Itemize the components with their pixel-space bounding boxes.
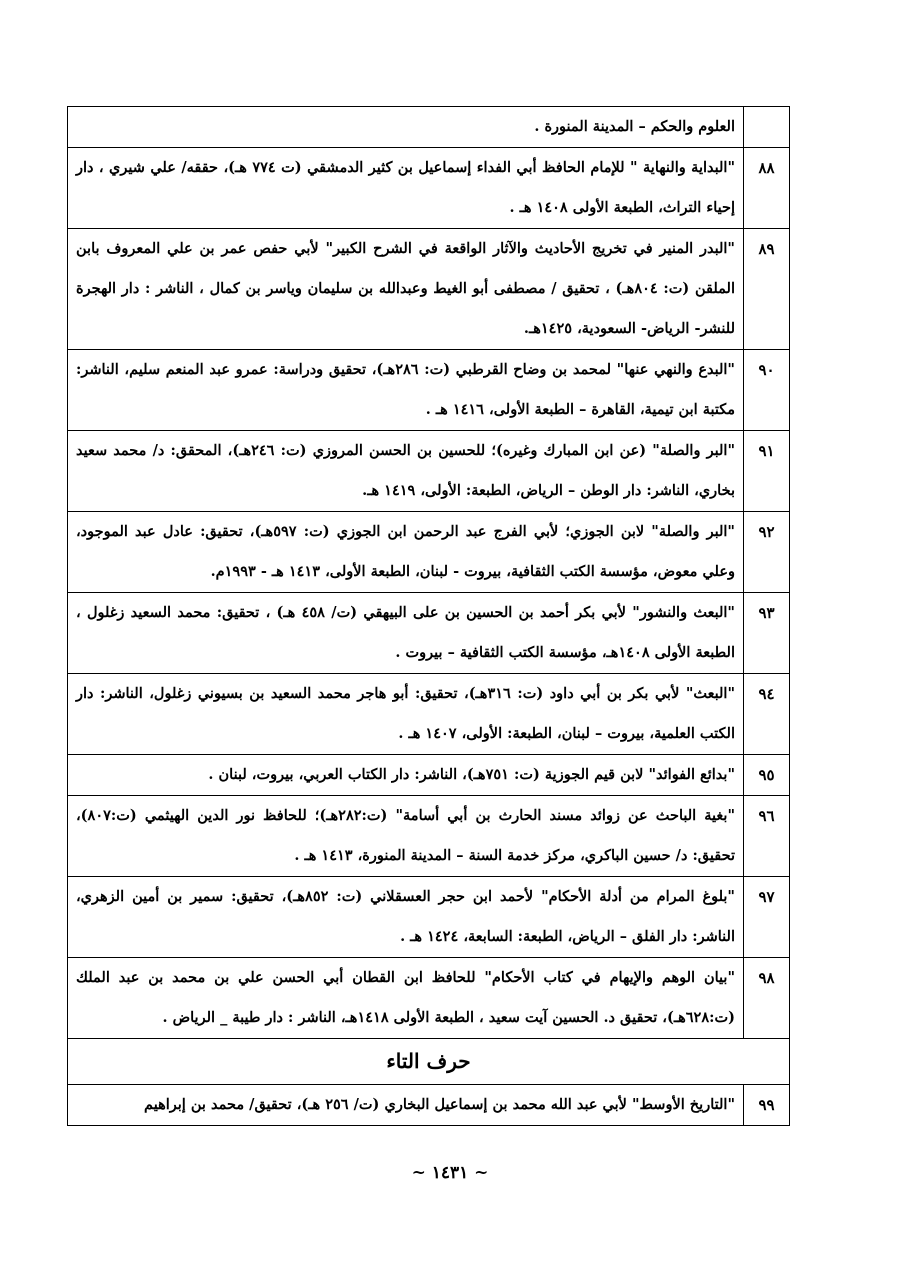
entry-number: ٩٦	[744, 796, 790, 877]
table-row	[68, 350, 790, 431]
entry-number: ٩٩	[744, 1085, 790, 1126]
table-row	[68, 674, 790, 755]
entry-text: "بلوغ المرام من أدلة الأحكام" لأحمد ابن حجر العسقلاني (ت: ٨٥٢هـ)، تحقيق: سمير بن أمين الزهري، الناشر: دار الفلق – الرياض، الطبعة: السابعة، ١٤٢٤ هـ .	[68, 877, 744, 958]
entry-number: ٩٧	[744, 877, 790, 958]
entry-number: ٩٨	[744, 958, 790, 1039]
references-table	[67, 106, 790, 1126]
entry-number: ٩١	[744, 431, 790, 512]
entry-text: "بغية الباحث عن زوائد مسند الحارث بن أبي أسامة" (ت:٢٨٢هـ)؛ للحافظ نور الدين الهيثمي (ت:٨٠٧)، تحقيق: د/ حسين الباكري، مركز خدمة السنة – المدينة المنورة، ١٤١٣ هـ .	[68, 796, 744, 877]
section-heading-row	[68, 1039, 790, 1085]
table-row	[68, 431, 790, 512]
table-row	[68, 1085, 790, 1126]
table-row	[68, 107, 790, 148]
entry-text: "البدر المنير في تخريج الأحاديث والآثار الواقعة في الشرح الكبير" لأبي حفص عمر بن علي المعروف بابن الملقن (ت: ٨٠٤هـ) ، تحقيق / مصطفى أبو الغيط وعبدالله بن سليمان وياسر بن كمال ، الناشر : دار الهجرة للنشر- الرياض- السعودية، ١٤٢٥هـ.	[68, 229, 744, 350]
entry-text: "التاريخ الأوسط" لأبي عبد الله محمد بن إسماعيل البخاري (ت/ ٢٥٦ هـ)، تحقيق/ محمد بن إبراهيم	[68, 1085, 744, 1126]
references-body	[68, 107, 790, 1126]
entry-text: "البدع والنهي عنها" لمحمد بن وضاح القرطبي (ت: ٢٨٦هـ)، تحقيق ودراسة: عمرو عبد المنعم سليم، الناشر: مكتبة ابن تيمية، القاهرة – الطبعة الأولى، ١٤١٦ هـ .	[68, 350, 744, 431]
entry-number: ٩٣	[744, 593, 790, 674]
entry-text: "البر والصلة" (عن ابن المبارك وغيره)؛ للحسين بن الحسن المروزي (ت: ٢٤٦هـ)، المحقق: د/ محمد سعيد بخاري، الناشر: دار الوطن – الرياض، الطبعة: الأولى، ١٤١٩ هـ.	[68, 431, 744, 512]
section-heading: حرف التاء	[68, 1039, 790, 1085]
table-row	[68, 148, 790, 229]
entry-number: ٨٨	[744, 148, 790, 229]
table-row	[68, 229, 790, 350]
table-row	[68, 755, 790, 796]
entry-number: ٩٠	[744, 350, 790, 431]
entry-text: العلوم والحكم – المدينة المنورة .	[68, 107, 744, 148]
table-row	[68, 877, 790, 958]
entry-text: "البر والصلة" لابن الجوزي؛ لأبي الفرج عبد الرحمن ابن الجوزي (ت: ٥٩٧هـ)، تحقيق: عادل عبد الموجود، وعلي معوض، مؤسسة الكتب الثقافية، بيروت - لبنان، الطبعة الأولى، ١٤١٣ هـ - ١٩٩٣م.	[68, 512, 744, 593]
entry-text: "البداية والنهاية " للإمام الحافظ أبي الفداء إسماعيل بن كثير الدمشقي (ت ٧٧٤ هـ)، حققه/ علي شيري ، دار إحياء التراث، الطبعة الأولى ١٤٠٨ هـ .	[68, 148, 744, 229]
entry-number: ٩٤	[744, 674, 790, 755]
entry-number: ٨٩	[744, 229, 790, 350]
page-number: ~ ١٤٣١ ~	[411, 1163, 489, 1183]
table-row	[68, 512, 790, 593]
entry-text: "بيان الوهم والإيهام في كتاب الأحكام" للحافظ ابن القطان أبي الحسن علي بن محمد بن عبد الملك (ت:٦٢٨هـ)، تحقيق د. الحسين آيت سعيد ، الطبعة الأولى ١٤١٨هـ، الناشر : دار طيبة _ الرياض .	[68, 958, 744, 1039]
entry-number	[744, 107, 790, 148]
entry-text: "البعث والنشور" لأبي بكر أحمد بن الحسين بن على البيهقي (ت/ ٤٥٨ هـ) ، تحقيق: محمد السعيد زغلول ، الطبعة الأولى ١٤٠٨هـ، مؤسسة الكتب الثقافية – بيروت .	[68, 593, 744, 674]
entry-number: ٩٥	[744, 755, 790, 796]
entry-text: "بدائع الفوائد" لابن قيم الجوزية (ت: ٧٥١هـ)، الناشر: دار الكتاب العربي، بيروت، لبنان .	[68, 755, 744, 796]
table-row	[68, 593, 790, 674]
table-row	[68, 958, 790, 1039]
entry-number: ٩٢	[744, 512, 790, 593]
table-row	[68, 796, 790, 877]
entry-text: "البعث" لأبي بكر بن أبي داود (ت: ٣١٦هـ)، تحقيق: أبو هاجر محمد السعيد بن بسيوني زغلول، الناشر: دار الكتب العلمية، بيروت – لبنان، الطبعة: الأولى، ١٤٠٧ هـ .	[68, 674, 744, 755]
